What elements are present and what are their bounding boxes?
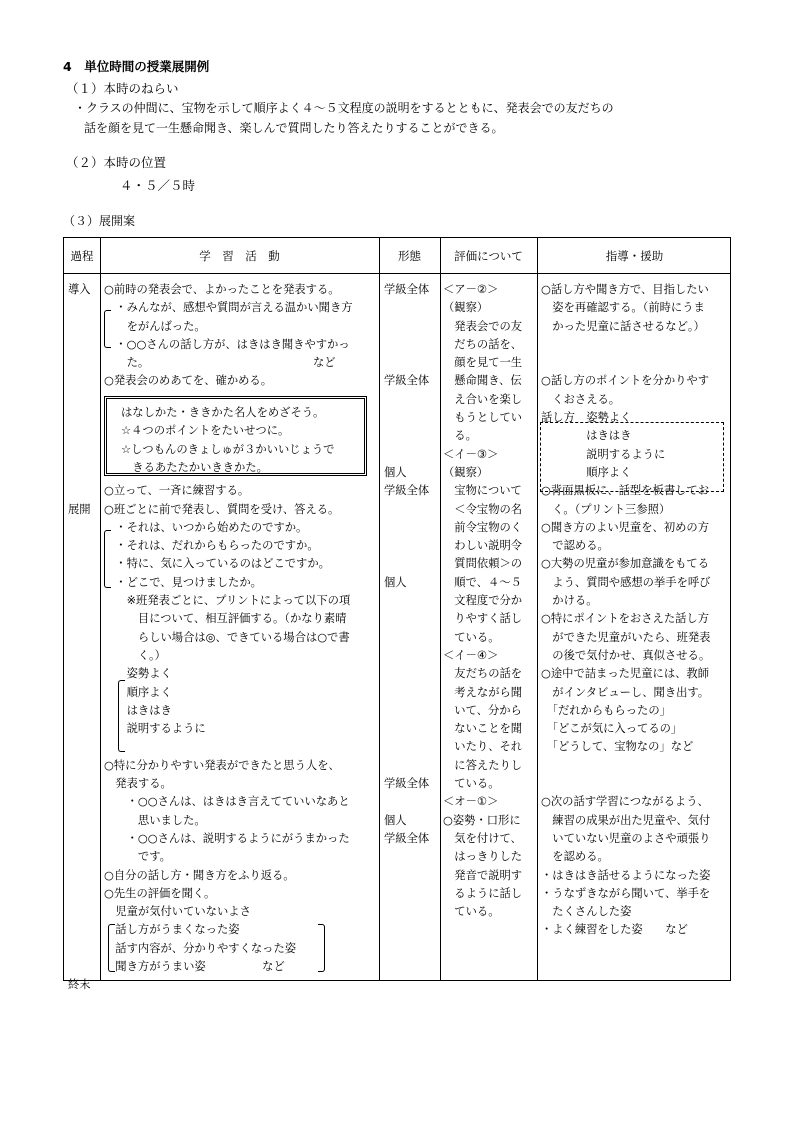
speaking-points-box	[540, 422, 724, 492]
plan-title: （３）展開案	[63, 214, 136, 228]
table-line: 姿を再確認する。（前時にうま	[541, 301, 705, 315]
table-line	[68, 830, 91, 848]
table-line	[68, 757, 91, 775]
table-line: くおさえる。	[541, 392, 621, 406]
table-line: ている。	[443, 630, 500, 644]
header-process: 過程	[70, 249, 94, 263]
table-line	[384, 665, 429, 683]
table-line: ○自分の話し方・聞き方をふり返る。	[104, 868, 295, 882]
table-line: です。	[104, 850, 171, 864]
lesson-plan-table	[63, 237, 731, 992]
table-line: ☆４つのポイントをたいせつに。	[121, 424, 290, 438]
table-line: ＜イ－③＞	[443, 447, 499, 461]
table-line	[68, 336, 91, 354]
aim-text-line-1: ・クラスの仲間に、宝物を示して順序よく４～５文程度の説明をするとともに、発表会での友だちの	[74, 101, 614, 115]
table-line	[68, 885, 91, 903]
table-line	[384, 409, 429, 427]
table-line: 話す内容が、分かりやすくなった姿	[104, 941, 297, 955]
table-line	[384, 318, 429, 336]
table-line: 気を付けて、	[443, 831, 522, 845]
table-line	[68, 592, 91, 610]
table-line: いて、分から	[443, 703, 522, 717]
table-line	[384, 647, 429, 665]
table-line: に答えたりし	[443, 758, 523, 772]
table-line: ・それは、いつから始めたのですか。	[104, 520, 308, 534]
table-line: る。	[443, 429, 477, 443]
table-line: （観察）	[443, 465, 489, 479]
table-line	[68, 629, 91, 647]
table-line: 話し方がうまくなった姿	[104, 923, 240, 937]
aim-text-line-2: 話を顔を見て一生懸命聞き、楽しんで質問したり答えたりすることができる。	[84, 121, 504, 135]
table-line	[68, 299, 91, 317]
section-heading: 4 単位時間の授業展開例	[63, 59, 210, 74]
table-line: ・特に、気に入っているのはどこですか。	[104, 557, 330, 571]
table-line: 順で、４～５	[443, 575, 522, 589]
table-line	[68, 610, 91, 628]
table-line	[68, 482, 91, 500]
table-line: 発表する。	[104, 777, 172, 791]
table-line	[68, 318, 91, 336]
table-line	[68, 848, 91, 866]
bracket-right	[318, 924, 325, 972]
header-form: 形態	[398, 249, 421, 263]
table-line: 「どうして、宝物なの」など	[541, 740, 694, 754]
table-line	[541, 775, 710, 793]
table-line: るように話し	[443, 886, 523, 900]
table-line: 友だちの話を	[443, 667, 523, 681]
table-line	[68, 921, 91, 939]
table-line	[384, 519, 429, 537]
table-line	[384, 354, 429, 372]
table-line	[68, 903, 91, 921]
table-line: ○発表会のめあてを、確かめる。	[104, 374, 273, 388]
table-line	[384, 629, 429, 647]
table-line: ・○○さんは、説明するようにがうまかった	[104, 831, 350, 845]
table-line	[68, 519, 91, 537]
table-line	[384, 738, 429, 756]
table-line	[68, 409, 91, 427]
table-line: 説明するように	[104, 722, 206, 736]
table-line	[384, 592, 429, 610]
table-line: ※班発表ごとに、プリントによって以下の項	[104, 594, 351, 608]
table-line	[68, 812, 91, 830]
table-line	[68, 647, 91, 665]
table-line	[384, 555, 429, 573]
table-line: 懸命聞き、伝	[443, 374, 522, 388]
table-line: らしい場合は◎、できている場合は○で書	[104, 630, 350, 644]
table-line: ・○○さんは、はきはき言えてていいなあと	[104, 795, 350, 809]
table-line: ・どこで、見つけましたか。	[104, 575, 262, 589]
position-title: （２）本時の位置	[66, 155, 167, 170]
table-line	[384, 427, 429, 445]
table-line	[68, 665, 91, 683]
table-line: かった児童に話させるなど。）	[541, 319, 705, 333]
table-line	[68, 684, 91, 702]
table-line: 順序よく	[104, 685, 172, 699]
table-line	[384, 391, 429, 409]
table-line: 目について、相互評価する。（かなり素晴	[104, 612, 347, 626]
table-line: 姿勢よく	[104, 667, 172, 681]
table-line: はっきりした	[443, 850, 523, 864]
table-line: 話し方 姿勢よく	[541, 411, 632, 425]
table-line	[384, 757, 429, 775]
table-line: ＜オ－①＞	[443, 795, 499, 809]
table-line: 「だれからもらったの」	[541, 703, 671, 717]
table-line: を認める。	[541, 850, 609, 864]
table-line: 発表会での友	[443, 319, 523, 333]
table-line: りやすく話し	[443, 612, 523, 626]
goal-lines	[121, 404, 334, 477]
table-line: 発音で説明す	[443, 868, 523, 882]
table-line	[384, 702, 429, 720]
table-line: 練習の成果が出た児童や、気付	[541, 813, 711, 827]
process-column	[68, 281, 91, 995]
table-line	[541, 336, 710, 354]
table-line: わしい説明令	[443, 539, 523, 553]
table-line	[68, 354, 91, 372]
table-line: ☆しつもんのきょしゅが３かいいじょうで	[121, 442, 335, 456]
table-line: 学級全体	[384, 777, 430, 791]
table-line: をがんばった。	[104, 319, 206, 333]
table-line	[541, 757, 710, 775]
table-line: ○先生の評価を聞く。	[104, 886, 216, 900]
table-line: た。 など	[104, 356, 336, 370]
table-line	[384, 684, 429, 702]
table-line: ○話し方のポイントを分かりやす	[541, 374, 710, 388]
table-line	[68, 738, 91, 756]
table-line	[384, 537, 429, 555]
table-line	[104, 738, 353, 756]
table-line	[68, 464, 91, 482]
table-line: く。）	[104, 648, 166, 662]
table-line: ＜イ－④＞	[443, 648, 499, 662]
table-line: 学級全体	[384, 374, 430, 388]
table-line: ○次の話す学習につながるよう、	[541, 795, 709, 809]
table-line	[384, 299, 429, 317]
table-line	[384, 336, 429, 354]
table-line: よう、質問や感想の挙手を呼び	[541, 575, 711, 589]
evaluation-column	[443, 281, 522, 921]
table-line: がインタビューし、聞き出す。	[541, 685, 710, 699]
table-line: 終末	[68, 978, 91, 992]
table-line: 児童が気付いていないよさ	[104, 905, 251, 919]
form-column	[384, 281, 429, 848]
table-line: ないことを聞	[443, 722, 523, 736]
table-line	[384, 610, 429, 628]
table-line: はなしかた・ききかた名人をめざそう。	[121, 406, 325, 419]
table-line: ・はきはき話せるようになった姿	[541, 868, 711, 882]
table-line: はきはき	[104, 703, 172, 717]
table-line	[68, 793, 91, 811]
table-line: 学級全体	[384, 283, 430, 296]
table-line: かける。	[541, 594, 598, 608]
table-line: 順序よく	[541, 465, 632, 479]
table-line: ○班ごとに前で発表し、質問を受け、答える。	[104, 502, 340, 516]
table-line	[384, 720, 429, 738]
support-column	[541, 281, 710, 940]
table-line: ○姿勢・口形に	[443, 813, 521, 827]
table-line	[68, 427, 91, 445]
table-line	[68, 958, 91, 976]
table-line	[68, 940, 91, 958]
lesson-goal-box	[104, 396, 367, 476]
table-line: 顔を見て一生	[443, 356, 523, 370]
table-line: く。（プリント三参照）	[541, 502, 671, 516]
table-line: 「どこが気に入ってるの」	[541, 722, 683, 736]
table-line: ・よく練習をした姿 など	[541, 923, 688, 937]
table-line: だちの話を、	[443, 337, 523, 351]
table-line	[68, 391, 91, 409]
table-line	[68, 555, 91, 573]
table-line: 聞き方がうまい姿 など	[104, 959, 285, 973]
table-line: 思いました。	[104, 813, 206, 827]
bracket-left	[104, 530, 111, 588]
table-line	[541, 354, 710, 372]
table-line: ○聞き方のよい児童を、初めの方	[541, 520, 710, 534]
table-line: 考えながら聞	[443, 685, 523, 699]
table-line: 質問依頼＞の	[443, 557, 523, 571]
table-line: 導入	[68, 283, 91, 296]
table-line: ○前時の発表会で、よかったことを発表する。	[104, 283, 340, 296]
table-line: はきはき	[541, 429, 632, 443]
table-line: ・それは、だれからもらったのですか。	[104, 539, 319, 553]
table-line: いたり、それ	[443, 740, 523, 754]
table-line: ○途中で詰まった児童には、教師	[541, 667, 710, 681]
table-line: ＜令宝物の名	[443, 502, 523, 516]
table-line: いていない児童のよさや頑張り	[541, 831, 711, 845]
activity-column	[104, 281, 353, 976]
table-line: 個人	[384, 813, 407, 827]
table-line: 展開	[68, 502, 91, 516]
table-line: 文程度で分か	[443, 594, 523, 608]
bracket-left	[118, 680, 125, 752]
table-line: え合いを楽し	[443, 392, 523, 406]
table-line: ができた児童がいたら、班発表	[541, 630, 711, 644]
table-line	[68, 867, 91, 885]
table-line: ・○○さんの話し方が、はきはき聞きやすかっ	[104, 337, 350, 351]
table-line: で認める。	[541, 539, 609, 553]
table-line	[68, 574, 91, 592]
aim-title: （１）本時のねらい	[66, 81, 179, 96]
table-line: ○話し方や聞き方で、目指したい	[541, 283, 709, 296]
table-line	[68, 372, 91, 390]
table-line	[68, 537, 91, 555]
table-line: 説明するように	[541, 447, 666, 461]
header-evaluation: 評価について	[454, 249, 523, 263]
table-line: 学級全体	[384, 831, 430, 845]
table-line: ○大勢の児童が参加意識をもてる	[541, 557, 710, 571]
bracket-left	[104, 310, 111, 348]
bracket-left	[108, 924, 115, 972]
table-line: 個人	[384, 575, 407, 589]
table-line: ・みんなが、感想や質問が言える温かい聞き方	[104, 301, 353, 315]
table-line: ○立って、一斉に練習する。	[104, 484, 250, 498]
table-line: ＜ア－②＞	[443, 283, 499, 296]
table-line: 個人	[384, 465, 407, 479]
table-line: （観察）	[443, 301, 489, 315]
table-line	[384, 793, 429, 811]
table-line: の後で気付かせ、真似させる。	[541, 648, 711, 662]
table-line: ている。	[443, 777, 500, 791]
table-line: ・うなずきながら聞いて、挙手を	[541, 886, 711, 900]
table-line: 前令宝物のく	[443, 520, 523, 534]
table-line	[68, 702, 91, 720]
table-line: もうとしてい	[443, 411, 523, 425]
table-line	[68, 446, 91, 464]
table-line: たくさんした姿	[541, 905, 632, 919]
table-line: ○特にポイントをおさえた話し方	[541, 612, 710, 626]
table-line	[384, 446, 429, 464]
table-line	[68, 720, 91, 738]
table-line	[384, 501, 429, 519]
table-line: きるあたたかいききかた。	[121, 460, 268, 474]
position-text: ４・５／５時	[120, 178, 196, 193]
table-line: ○特に分かりやすい発表ができたと思う人を、	[104, 758, 340, 772]
table-line: ○背面黒板に、話型を板書してお	[541, 484, 710, 498]
table-line: 宝物について	[443, 484, 522, 498]
table-line	[68, 775, 91, 793]
header-activity: 学 習 活 動	[199, 249, 280, 263]
table-line: 学級全体	[384, 484, 430, 498]
table-line: ている。	[443, 905, 500, 919]
header-support: 指導・援助	[605, 249, 664, 263]
